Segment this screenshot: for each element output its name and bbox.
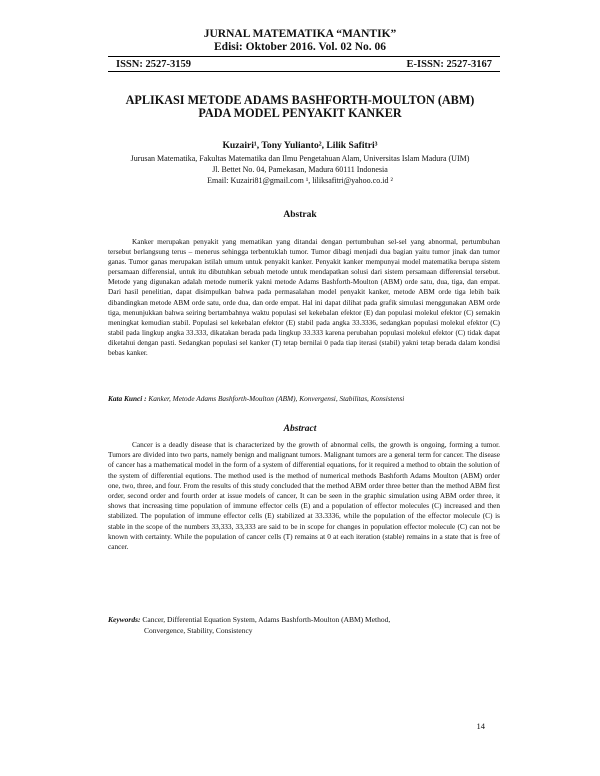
- article-title: [90, 94, 510, 120]
- title-line-1: APLIKASI METODE ADAMS BASHFORTH-MOULTON (ABM): [125, 93, 475, 107]
- affiliation-line-1: Jurusan Matematika, Fakultas Matematika dan Ilmu Pengetahuan Alam, Universitas Islam Madura (UIM): [130, 154, 470, 163]
- abstrak-text: Kanker merupakan penyakit yang mematikan yang ditandai dengan pertumbuhan sel-sel yang abnormal, pertumbuhan tersebut berlangsung terus – menerus sehingga terbentuklah tumor. Tumor dibagi menjadi dua bagian yaitu tumor jinak dan tumor ganas. Tumor ganas merupakan istilah umum untuk penyakit kanker. Penyakit kanker mempunyai model matematika berupa sistem persamaan differensial, untuk itu dibutuhkan sebuah metode untuk mendapatkan solusi dari sistem persamaan differensial tersebut. Metode yang digunakan adalah metode numerik yakni metode Adams Bashforth-Moulton (ABM) orde satu, dua, tiga, dan empat. Dari hasil penelitian, dapat disimpulkan bahwa pada permasalahan model penyakit kanker, metode ABM orde tiga lebih baik dibandingkan metode ABM orde satu, orde dua, dan orde empat. Hal ini dapat dilihat pada grafik simulasi menggunakan ABM orde tiga, menunjukkan bahwa seiring bertambahnya waktu populasi sel kekebalan efektor (E) dan populasi molekul efektor (C) semakin meningkat kemudian stabil. Populasi sel kekebalan efektor (E) stabil pada angka 33.3336, sedangkan populasi molekul efektor (C) stabil pada lingkup angka 33.333, dikatakan berada pada lingkup 33.333 karena perubahan populasi molekul efektor (C) tidak dapat diketahui dengan pasti. Sedangkan populasi sel kanker (T) tetap bernilai 0 pada tiap iterasi (stabil) yakni tetap berada dalam kondisi bebas kanker.: [108, 237, 500, 358]
- keywords: [108, 615, 500, 636]
- keywords-line-2: Convergence, Stability, Consistency: [144, 625, 253, 635]
- journal-name: JURNAL MATEMATIKA “MANTIK”: [203, 28, 397, 40]
- journal-header: [0, 28, 600, 54]
- kata-kunci: [108, 394, 500, 403]
- title-line-2: PADA MODEL PENYAKIT KANKER: [198, 106, 402, 120]
- affiliation: [0, 153, 600, 186]
- kata-kunci-list: Kanker, Metode Adams Bashforth-Moulton (ABM), Konvergensi, Stabilitas, Konsistensi: [148, 394, 405, 403]
- affiliation-line-2: Jl. Bettet No. 04, Pamekasan, Madura 60111 Indonesia: [212, 165, 388, 174]
- affiliation-email: Email: Kuzairi81@gmail.com ¹, liliksafitri@yahoo.co.id ²: [207, 176, 393, 185]
- abstract-text: Cancer is a deadly disease that is characterized by the growth of abnormal cells, the growth is ongoing, forming a tumor. Tumors are divided into two parts, namely benign and malignant tumors. Malignant tumors are a general term for cancer. The disease of cancer has a mathematical model in the form of a system of differential equations, for it required a method to obtain the solution of the system of differential equtions. The method used is the method of numerical methods Bashforth Adams Moulton (ABM) order one, two, three, and four. From the results of this study concluded that the method ABM order three better than the method ABM first order, second order and fourth order at issue models of cancer, It can be seen in the graphic simulation using ABM order three, it shows that increasing time population of immune effector cells (E) and a population of effector molecules (C) increased and then stabilized. The population of immune effector cells (E) stabilized at 33.3336, while the population of the effector molecule (C) is stable in the scope of the numbers 33,333, 33,333 are said to be in scope for changes in population effector molecule (C) can not be known with certainty. While the population of cancer cells (T) remains at 0 at each iteration (stable) remains in a state that is free of cancer.: [108, 440, 500, 552]
- keywords-line-1: Cancer, Differential Equation System, Adams Bashforth-Moulton (ABM) Method,: [142, 615, 391, 624]
- issn-row: [108, 59, 500, 70]
- abstrak-heading: Abstrak: [283, 210, 317, 220]
- issn: ISSN: 2527-3159: [116, 59, 191, 70]
- kata-kunci-label: Kata Kunci :: [108, 394, 147, 403]
- e-issn: E-ISSN: 2527-3167: [406, 59, 492, 70]
- keywords-label: Keywords:: [108, 615, 141, 624]
- header-divider-top: [108, 56, 500, 57]
- authors: Kuzairi¹, Tony Yulianto², Lilik Safitri³: [222, 140, 378, 151]
- journal-edition: Edisi: Oktober 2016. Vol. 02 No. 06: [214, 41, 386, 53]
- page-number: 14: [476, 721, 485, 731]
- header-divider-bottom: [108, 71, 500, 72]
- abstract-heading: Abstract: [283, 424, 317, 434]
